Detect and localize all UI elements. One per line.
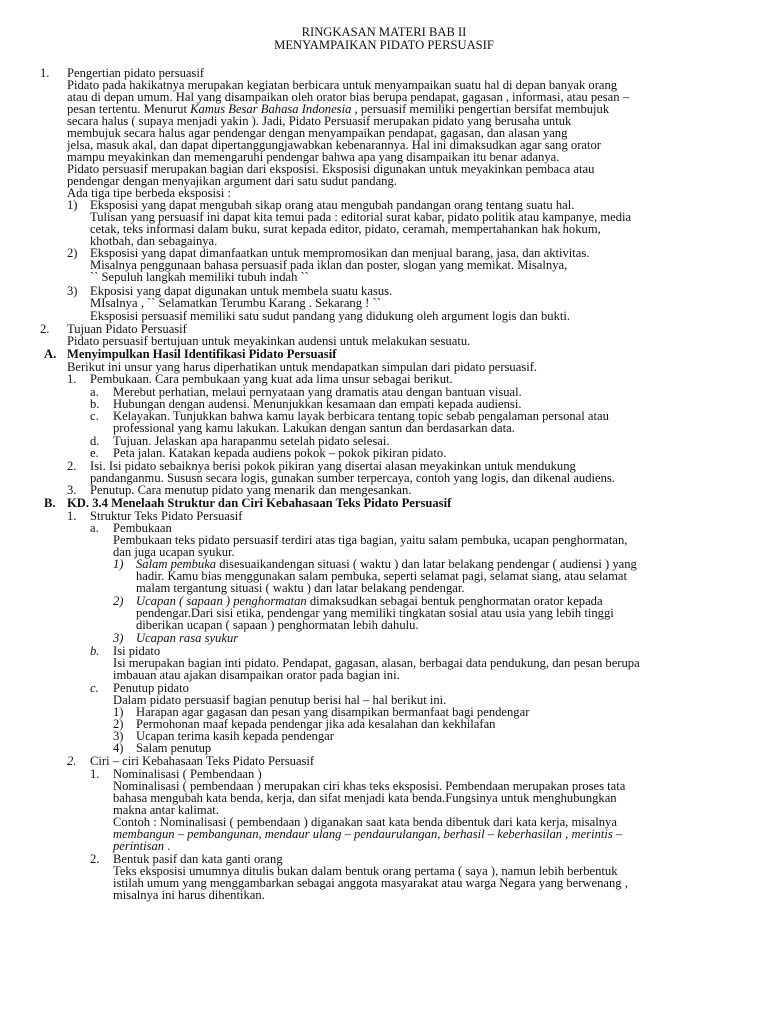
list-number: 1. [90, 767, 100, 781]
list-number: 3) [113, 729, 124, 743]
list-number: 2. [67, 459, 77, 473]
list-item: khotbah, dan sebagainya. [90, 234, 218, 248]
paragraph-line: secara halus ( supaya menjadi yakin ). Jadi, Pidato Persuasif merupakan pidato yang berusaha untuk [67, 114, 572, 128]
paragraph-line: Pidato pada hakikatnya merupakan kegiatan berbicara untuk menyampaikan suatu hal di depan banyak orang [67, 78, 618, 92]
section-heading: Menyimpulkan Hasil Identifikasi Pidato Persuasif [67, 347, 337, 361]
doc-title: RINGKASAN MATERI BAB II [301, 25, 467, 39]
list-item: pendengar.Dari sisi etika, pendengar yang memiliki tingkatan sosial atau usia yang lebih tinggi [136, 606, 614, 620]
list-item: pandanganmu. Sususn secara logis, gunakan sumber terpercaya, contoh yang logis, dan dikenal audiens. [90, 471, 615, 485]
list-item: Salam penutup [136, 741, 212, 755]
paragraph-line: makna antar kalimat. [113, 803, 219, 817]
section-letter: A. [44, 347, 57, 361]
list-number: 2. [67, 754, 77, 768]
paragraph-line: Pidato persuasif bertujuan untuk meyakinkan audensi untuk melakukan sesuatu. [67, 334, 471, 348]
italic-example: membangun – pembangunan, mendaur ulang – pendaurulangan, berhasil – keberhasilan , merintis – [113, 827, 623, 841]
list-letter: c. [90, 681, 99, 695]
list-item: Misalnya penggunaan bahasa persuasif pada iklan dan poster, slogan yang memikat. Misalnya, [90, 258, 568, 272]
doc-subtitle: MENYAMPAIKAN PIDATO PERSUASIF [274, 38, 494, 52]
list-item-heading: Nominalisasi ( Pembendaan ) [113, 767, 262, 781]
italic-reference: Kamus Besar Bahasa Indonesia [190, 102, 352, 116]
list-letter: c. [90, 409, 99, 423]
subsection-heading: Struktur Teks Pidato Persuasif [90, 509, 243, 523]
list-item: Ekposisi yang dapat digunakan untuk membela suatu kasus. [90, 284, 393, 298]
italic-term: Salam pembuka [136, 557, 217, 571]
paragraph-line: istilah umum yang menggambarkan sebagai anggota masyarakat atau warga Negara yang berwenang , [113, 876, 628, 890]
paragraph-line: atau di depan umum. Hal yang disampaikan oleh orator bias berupa pendapat, gagasan , informasi, atau pesan – [67, 90, 629, 104]
list-item: malam tergantung situasi ( waktu ) dan latar belakang pendengar. [136, 581, 465, 595]
section-heading: Pengertian pidato persuasif [67, 66, 205, 80]
list-item-heading: Isi pidato [113, 644, 161, 658]
list-number: 1) [113, 705, 124, 719]
list-item: Peta jalan. Katakan kepada audiens pokok – pokok pikiran pidato. [113, 446, 447, 460]
list-number: 2. [90, 852, 100, 866]
paragraph-line: dan juga ucapan syukur. [113, 545, 235, 559]
list-item: Tujuan. Jelaskan apa harapanmu setelah pidato selesai. [113, 434, 390, 448]
section-letter: B. [44, 496, 56, 510]
list-item: Kelayakan. Tunjukkan bahwa kamu layak berbicara tentang topic sebab pengalaman personal atau [113, 409, 609, 423]
paragraph-line: Dalam pidato persuasif bagian penutup berisi hal – hal berikut ini. [113, 693, 447, 707]
italic-example: perintisan [113, 839, 165, 853]
list-item: Eksposisi persuasif memiliki satu sudut pandang yang didukung oleh argument logis dan bukti. [90, 309, 571, 323]
list-number: 4) [113, 741, 124, 755]
list-number: 2) [113, 717, 124, 731]
paragraph-line: bahasa mengubah kata benda, kerja, dan sifat menjadi kata benda.Fungsinya untuk menghubungkan [113, 791, 617, 805]
paragraph-line: pendengar dengan menyajikan argument dari satu sudut pandang. [67, 174, 397, 188]
paragraph-line: pesan tertentu. Menurut Kamus Besar Bahasa Indonesia , persuasif memiliki pengertian bersifat membujuk [67, 102, 610, 116]
paragraph-line: Pidato persuasif merupakan bagian dari eksposisi. Eksposisi digunakan untuk meyakinkan pembaca atau [67, 162, 595, 176]
list-item: Harapan agar gagasan dan pesan yang disampikan bermanfaat bagi pendengar [136, 705, 530, 719]
list-item: professional yang kamu lakukan. Lakukan dengan santun dan berdasarkan data. [113, 421, 515, 435]
list-item-heading: Bentuk pasif dan kata ganti orang [113, 852, 283, 866]
list-number: 1. [67, 509, 77, 523]
list-item: Eksposisi yang dapat dimanfaatkan untuk mempromosikan dan menjual barang, jasa, dan aktivitas. [90, 246, 590, 260]
list-letter: e. [90, 446, 99, 460]
list-item: Permohonan maaf kepada pendengar jika ada kesalahan dan kekhilafan [136, 717, 496, 731]
list-item: Pembukaan. Cara pembukaan yang kuat ada lima unsur sebagai berikut. [90, 372, 453, 386]
list-item: Ucapan ( sapaan ) penghormatan dimaksudkan sebagai bentuk penghormatan orator kepada [136, 594, 603, 608]
paragraph-line: Berikut ini unsur yang harus diperhatikan untuk mendapatkan simpulan dari pidato persuasif. [67, 360, 538, 374]
list-number: 1. [40, 66, 50, 80]
section-heading: KD. 3.4 Menelaah Struktur dan Ciri Kebahasaan Teks Pidato Persuasif [67, 496, 452, 510]
list-item: hadir. Kamu bias menggunakan salam pembuka, seperti selamat pagi, selamat siang, atau selamat [136, 569, 628, 583]
paragraph-line: Contoh : Nominalisasi ( pembendaan ) diganakan saat kata benda dibentuk dari kata kerja, misalnya [113, 815, 617, 829]
list-item: Salam pembuka disesuaikandengan situasi ( waktu ) dan latar belakang pendengar ( audiensi ) yang [136, 557, 637, 571]
list-item: Isi. Isi pidato sebaiknya berisi pokok pikiran yang disertai alasan meyakinkan untuk mendukung [90, 459, 576, 473]
list-item: diberikan ucapan ( sapaan ) penghormatan lebih dahulu. [136, 618, 419, 632]
paragraph-line: Teks eksposisi umumnya ditulis bukan dalam bentuk orang pertama ( saya ), namun lebih berbentuk [113, 864, 618, 878]
list-item-heading: Penutup pidato [113, 681, 189, 695]
list-item: Penutup. Cara menutup pidato yang menarik dan mengesankan. [90, 483, 412, 497]
list-number: 2) [113, 594, 124, 608]
paragraph-line: perintisan . [113, 839, 171, 853]
paragraph-line: imbauan atau ajakan disampaikan orator pada bagian ini. [113, 668, 400, 682]
paragraph-line: misalnya ini harus dihentikan. [113, 888, 265, 902]
paragraph-line: mampu meyakinkan dan memengaruhi pendengar bahwa apa yang disampaikan itu benar adanya. [67, 150, 560, 164]
list-letter: b. [90, 644, 100, 658]
list-item: Ucapan terima kasih kepada pendengar [136, 729, 334, 743]
italic-term: Ucapan ( sapaan ) penghormatan [136, 594, 307, 608]
paragraph-line: Nominalisasi ( pembendaan ) merupakan ciri khas teks eksposisi. Pembendaan merupakan proses tata [113, 779, 626, 793]
list-item: `` Sepuluh langkah memiliki tubuh indah `` [90, 270, 309, 284]
paragraph-line: Pembukaan teks pidato persuasif terdiri atas tiga bagian, yaitu salam pembuka, ucapan penghormatan, [113, 533, 628, 547]
paragraph-line: Isi merupakan bagian inti pidato. Pendapat, gagasan, alasan, berbagai data pendukung, dan pesan berupa [113, 656, 640, 670]
list-item: Hubungan dengan audensi. Menunjukkan kesamaan dan empati kepada audiensi. [113, 397, 522, 411]
section-heading: Tujuan Pidato Persuasif [67, 322, 187, 336]
list-number: 2) [67, 246, 78, 260]
list-number: 1. [67, 372, 77, 386]
list-item: Merebut perhatian, melaui pernyataan yang dramatis atau dengan bantuan visual. [113, 385, 522, 399]
list-number: 2. [40, 322, 50, 336]
list-number: 1) [67, 198, 78, 212]
paragraph-line: Ada tiga tipe berbeda eksposisi : [67, 186, 232, 200]
list-letter: d. [90, 434, 100, 448]
list-number: 3. [67, 483, 77, 497]
list-item-heading: Pembukaan [113, 521, 172, 535]
list-item: Eksposisi yang dapat mengubah sikap orang atau mengubah pandangan orang tentang suatu hal. [90, 198, 575, 212]
list-number: 1) [113, 557, 124, 571]
list-letter: a. [90, 521, 99, 535]
subsection-heading: Ciri – ciri Kebahasaan Teks Pidato Persuasif [90, 754, 315, 768]
list-letter: b. [90, 397, 100, 411]
list-number: 3) [67, 284, 78, 298]
paragraph-line: jelsa, masuk akal, dan dapat dipertanggungjawabkan kebenarannya. Hal ini dimaksudkan agar sang orator [67, 138, 601, 152]
list-item: MIsalnya , `` Selamatkan Terumbu Karang . Sekarang ! `` [90, 296, 381, 310]
list-item: cetak, teks informasi dalam buku, surat kepada editor, pidato, ceramah, mempertahankan hak hokum, [90, 222, 601, 236]
list-letter: a. [90, 385, 99, 399]
list-item: Tulisan yang persuasif ini dapat kita temui pada : editorial surat kabar, pidato politik atau kampanye, media [90, 210, 632, 224]
list-item: Ucapan rasa syukur [136, 631, 239, 645]
list-number: 3) [113, 631, 124, 645]
paragraph-line: membujuk secara halus agar pendengar dengan menyampaikan pendapat, gagasan, dan alasan yang [67, 126, 568, 140]
